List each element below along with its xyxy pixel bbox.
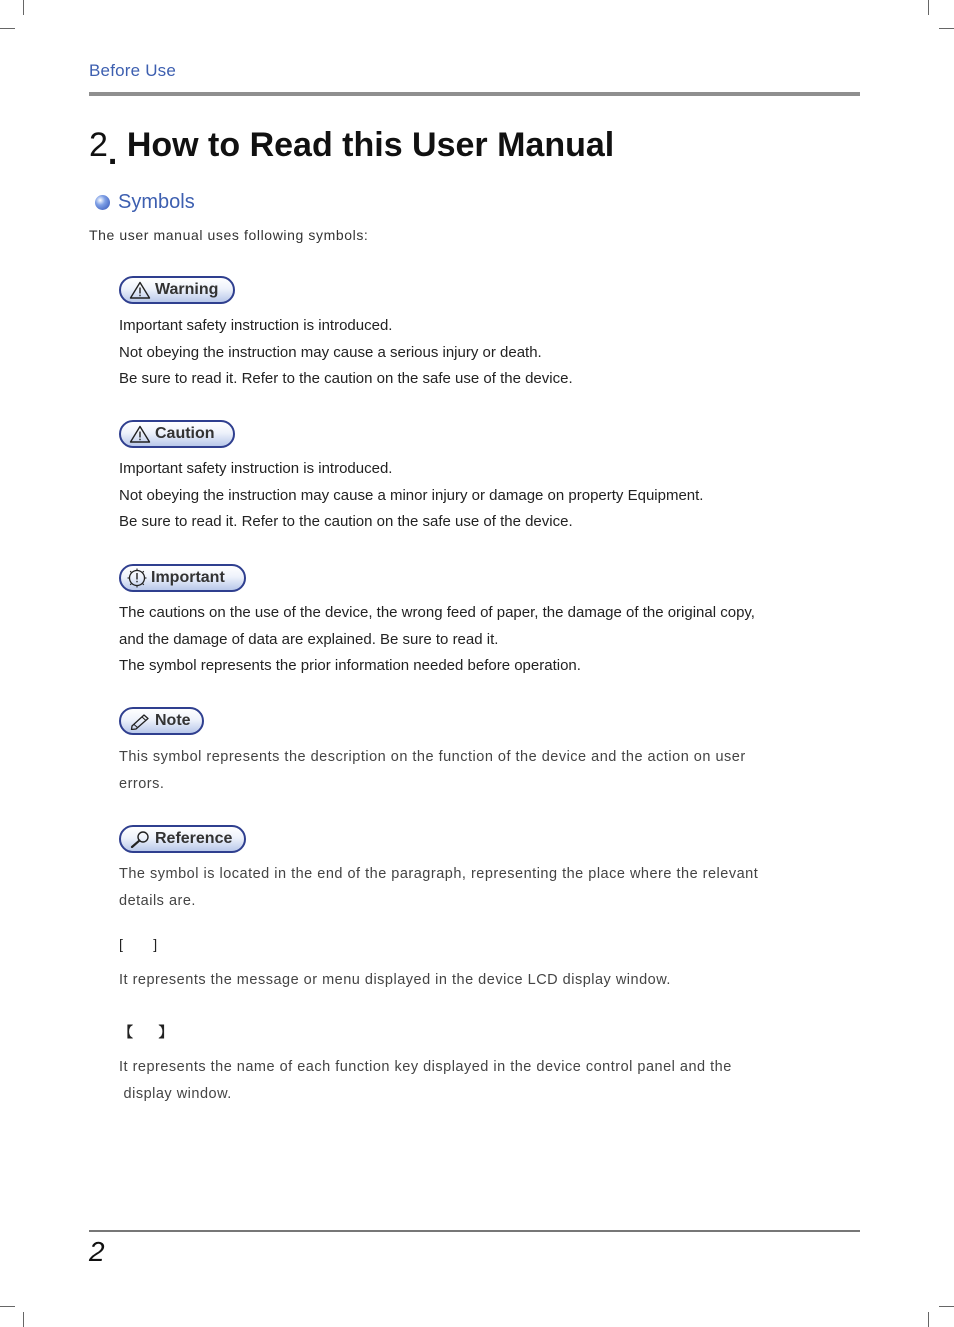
crop-mark	[928, 1312, 929, 1327]
pencil-icon	[129, 712, 151, 730]
page-title	[89, 126, 615, 172]
header-rule	[89, 92, 860, 96]
important-badge	[119, 564, 246, 592]
crop-mark	[928, 0, 929, 15]
warning-triangle-icon	[129, 425, 151, 443]
crop-mark	[0, 28, 15, 29]
crop-mark	[23, 0, 24, 15]
badge-label: Note	[155, 712, 191, 729]
text-line: display window.	[119, 1086, 232, 1102]
text-line: It represents the name of each function key displayed in the device control panel and the	[119, 1059, 732, 1075]
square-bracket-description	[119, 967, 859, 994]
section-heading	[95, 189, 195, 215]
note-description	[119, 744, 859, 798]
text-line: Be sure to read it. Refer to the caution on the safe use of the device.	[119, 370, 573, 387]
text-line: It represents the message or menu displayed in the device LCD display window.	[119, 972, 671, 988]
crop-mark	[0, 1306, 15, 1307]
footer-rule	[89, 1230, 860, 1232]
running-header: Before Use	[89, 61, 177, 80]
text-line: Important safety instruction is introduced.	[119, 317, 393, 334]
text-line: Be sure to read it. Refer to the caution on the safe use of the device.	[119, 513, 573, 530]
caution-badge	[119, 420, 235, 448]
text-line: Important safety instruction is introduced.	[119, 460, 393, 477]
important-description	[119, 600, 859, 680]
text-line: The cautions on the use of the device, the wrong feed of paper, the damage of the original copy,	[119, 604, 755, 621]
warning-badge	[119, 276, 235, 304]
badge-label: Warning	[155, 281, 219, 298]
chapter-number-dot: .	[107, 134, 118, 172]
crop-mark	[23, 1312, 24, 1327]
text-line: Not obeying the instruction may cause a serious injury or death.	[119, 343, 542, 361]
badge-label: Reference	[155, 830, 233, 847]
crop-mark	[939, 28, 954, 29]
text-line: Not obeying the instruction may cause a minor injury or damage on property Equipment.	[119, 486, 704, 504]
crop-mark	[939, 1306, 954, 1307]
text-line: The symbol is located in the end of the paragraph, representing the place where the relevant	[119, 866, 759, 882]
square-bracket-symbol: [ ]	[119, 936, 159, 952]
section-intro: The user manual uses following symbols:	[89, 227, 369, 243]
text-line: The symbol represents the prior information needed before operation.	[119, 657, 581, 674]
chapter-number: 2	[89, 126, 108, 164]
badge-label: Caution	[155, 425, 215, 442]
bullet-ball-icon	[95, 195, 110, 210]
text-line: This symbol represents the description on the function of the device and the action on user	[119, 749, 746, 765]
note-badge	[119, 707, 204, 735]
text-line: and the damage of data are explained. Be sure to read it.	[119, 630, 499, 648]
section-heading-text: Symbols	[118, 190, 195, 213]
warning-description	[119, 313, 859, 393]
lenticular-bracket-symbol: 【 】	[119, 1024, 174, 1040]
text-line: details are.	[119, 893, 196, 909]
lenticular-bracket-description	[119, 1054, 859, 1108]
important-exclamation-icon	[127, 568, 147, 588]
reference-badge	[119, 825, 246, 853]
reference-description	[119, 861, 859, 915]
text-line: errors.	[119, 776, 165, 792]
magnifier-icon	[129, 830, 151, 848]
chapter-title: How to Read this User Manual	[126, 126, 615, 164]
page-number: 2	[89, 1236, 105, 1267]
badge-label: Important	[151, 569, 225, 586]
warning-triangle-icon	[129, 281, 151, 299]
caution-description	[119, 456, 859, 536]
